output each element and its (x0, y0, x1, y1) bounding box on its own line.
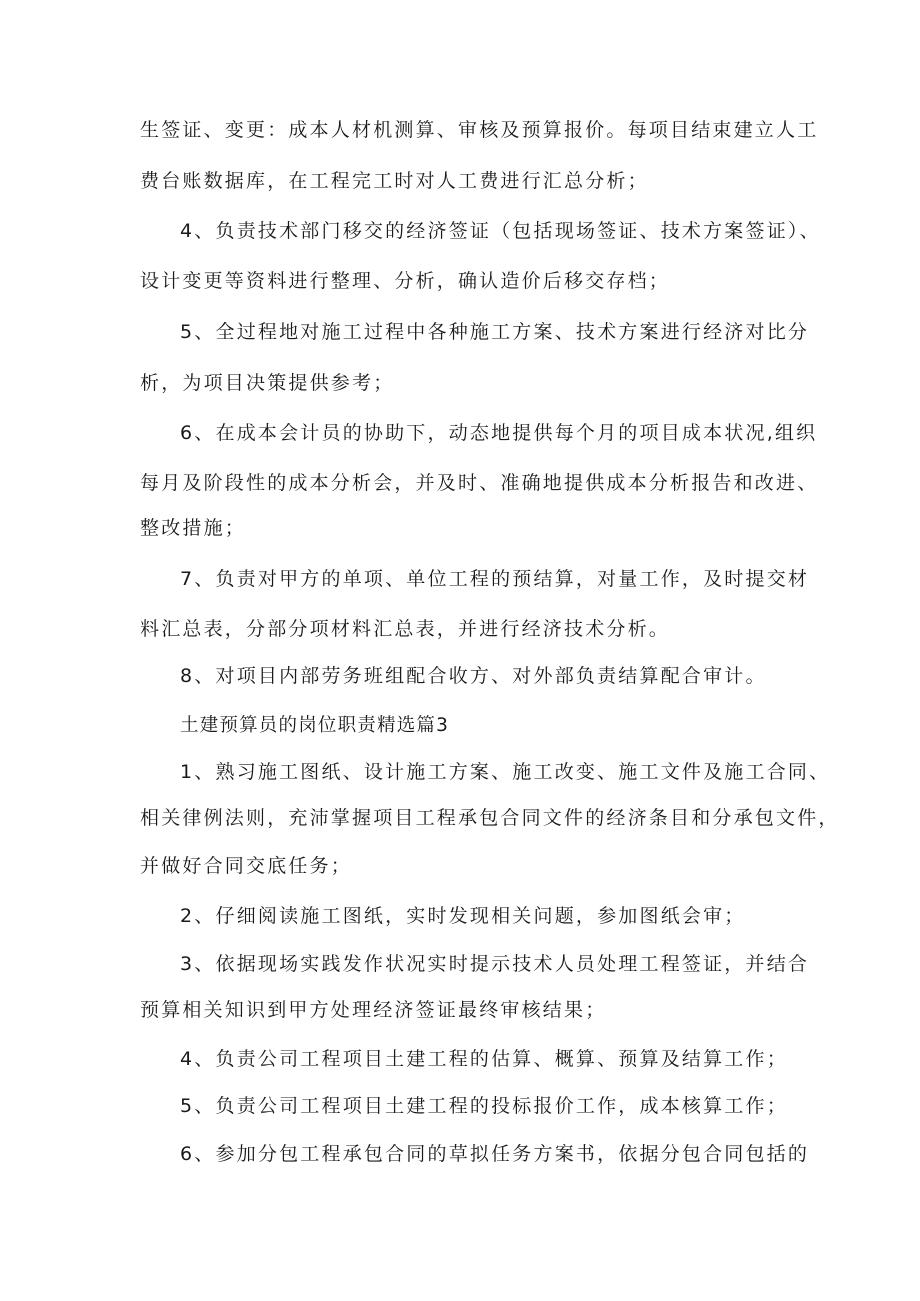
text-line: 1、熟习施工图纸、设计施工方案、施工改变、施工文件及施工合同、 (180, 761, 831, 783)
text-line: 4、负责技术部门移交的经济签证（包括现场签证、技术方案签证）、 (180, 220, 821, 242)
text-line: 5、负责公司工程项目土建工程的投标报价工作，成本核算工作； (180, 1095, 788, 1117)
text-line: 设计变更等资料进行整理、分析，确认造价后移交存档； (140, 270, 671, 292)
text-line: 生签证、变更：成本人材机测算、审核及预算报价。每项目结束建立人工 (140, 119, 819, 141)
text-line: 3、依据现场实践发作状况实时提示技术人员处理工程签证，并结合 (180, 953, 810, 975)
text-line: 7、负责对甲方的单项、单位工程的预结算，对量工作，及时提交材 (180, 568, 810, 590)
text-line: 料汇总表，分部分项材料汇总表，并进行经济技术分析。 (140, 618, 671, 640)
text-line: 析，为项目决策提供参考； (140, 372, 395, 394)
text-line: 每月及阶段性的成本分析会，并及时、准确地提供成本分析报告和改进、 (140, 472, 819, 494)
text-line: 并做好合同交底任务； (140, 855, 353, 877)
text-line: 费台账数据库，在工程完工时对人工费进行汇总分析； (140, 170, 649, 192)
section-heading: 土建预算员的岗位职责精选篇3 (180, 715, 450, 736)
text-line: 相关律例法则，充沛掌握项目工程承包合同文件的经济条目和分承包文件， (140, 807, 840, 829)
text-line: 6、参加分包工程承包合同的草拟任务方案书，依据分包合同包括的 (180, 1143, 810, 1165)
text-line: 6、在成本会计员的协助下，动态地提供每个月的项目成本状况,组织 (180, 422, 818, 444)
text-line: 4、负责公司工程项目土建工程的估算、概算、预算及结算工作； (180, 1048, 788, 1070)
text-line: 整改措施； (140, 517, 247, 539)
text-line: 5、全过程地对施工过程中各种施工方案、技术方案进行经济对比分 (180, 321, 810, 343)
text-line: 8、对项目内部劳务班组配合收方、对外部负责结算配合审计。 (180, 665, 767, 687)
text-line: 预算相关知识到甲方处理经济签证最终审核结果； (140, 999, 607, 1021)
text-line: 2、仔细阅读施工图纸，实时发现相关问题，参加图纸会审； (180, 905, 746, 927)
